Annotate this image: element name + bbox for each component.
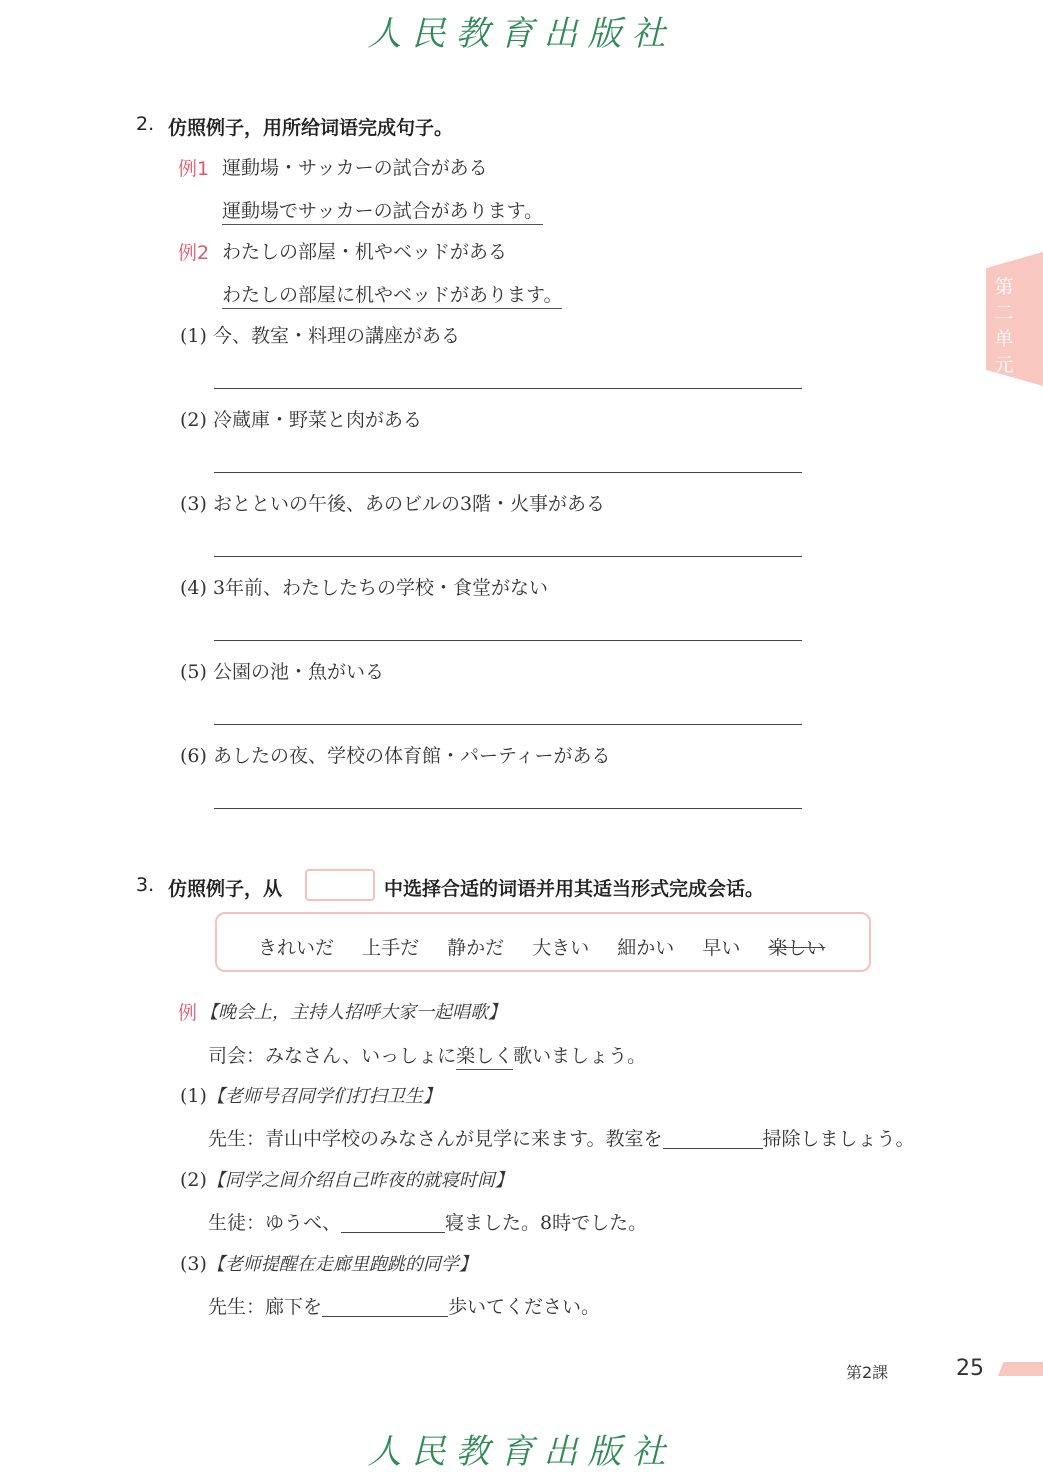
q2-answer-line-2[interactable] [214, 472, 802, 473]
q2-answer-line-3[interactable] [214, 556, 802, 557]
q2-example2-label: 例2 [178, 242, 210, 264]
word-option: 静かだ [447, 937, 505, 959]
q2-item: (6) あしたの夜、学校の体育館・パーティーがある [180, 745, 611, 767]
q2-example1-prompt: 運動場・サッカーの試合がある [222, 157, 488, 179]
q3-blank-2[interactable] [341, 1212, 445, 1233]
q2-item: (4) 3年前、わたしたちの学校・食堂がない [180, 577, 549, 599]
word-option: 上手だ [362, 937, 420, 959]
publisher-logo-bottom: 人民教育出版社 [367, 1432, 676, 1472]
publisher-logo-top: 人民教育出版社 [367, 14, 676, 54]
q2-item: (1) 今、教室・料理の講座がある [180, 325, 460, 347]
q2-answer-line-1[interactable] [214, 388, 802, 389]
q3-item-1-line: 先生：青山中学校のみなさんが見学に来ます。教室を 掃除しましょう。 [208, 1128, 915, 1150]
q2-number: 2. [136, 113, 155, 135]
q2-example1-answer: 運動場でサッカーの試合があります。 [222, 200, 543, 225]
q3-item-3-header: (3)【老师提醒在走廊里跑跳的同学】 [180, 1253, 477, 1275]
word-option: 細かい [617, 937, 675, 959]
q2-answer-line-5[interactable] [214, 724, 802, 725]
q2-answer-line-4[interactable] [214, 640, 802, 641]
q3-word-box-reference [305, 869, 375, 901]
q3-example-line: 司会：みなさん、いっしょに楽しく歌いましょう。 [208, 1041, 646, 1068]
q2-item: (3) おとといの午後、あのビルの3階・火事がある [180, 493, 606, 515]
word-option: 大きい [532, 937, 590, 959]
q3-item-3-line: 先生：廊下を 歩いてください。 [208, 1296, 601, 1318]
q3-item-2-header: (2)【同学之间介绍自己昨夜的就寝时间】 [180, 1169, 513, 1191]
q3-example-context: 【晚会上，主持人招呼大家一起唱歌】 [200, 1002, 506, 1023]
q3-title-after: 中选择合适的词语并用其适当形式完成会话。 [384, 878, 765, 900]
q2-example2-prompt: わたしの部屋・机やベッドがある [222, 241, 508, 263]
q2-example2-answer: わたしの部屋に机やベッドがあります。 [222, 284, 562, 309]
footer-lesson: 第2課 [846, 1363, 889, 1382]
q2-example1-label: 例1 [178, 158, 210, 180]
q2-title: 仿照例子，用所给词语完成句子。 [168, 117, 454, 139]
word-option-used: 楽しい [768, 937, 826, 959]
word-option: きれいだ [258, 937, 335, 959]
q2-answer-line-6[interactable] [214, 808, 802, 809]
q2-item: (2) 冷蔵庫・野菜と肉がある [180, 409, 422, 431]
q3-word-list [258, 933, 847, 960]
page-number: 25 [956, 1356, 984, 1381]
q2-item: (5) 公園の池・魚がいる [180, 661, 384, 683]
q3-item-1-header: (1)【老师号召同学们打扫卫生】 [180, 1085, 441, 1107]
footer-accent-bar [998, 1362, 1043, 1376]
q3-blank-1[interactable] [663, 1128, 763, 1149]
q3-example-label: 例 [178, 1002, 198, 1024]
q3-blank-3[interactable] [322, 1296, 448, 1317]
q3-item-2-line: 生徒：ゆうべ、 寝ました。8時でした。 [208, 1212, 648, 1234]
word-option: 早い [702, 937, 741, 959]
q3-title-before: 仿照例子，从 [168, 878, 283, 900]
unit-side-tab-label: 第二单元 [994, 276, 1014, 376]
q3-number: 3. [136, 874, 155, 896]
